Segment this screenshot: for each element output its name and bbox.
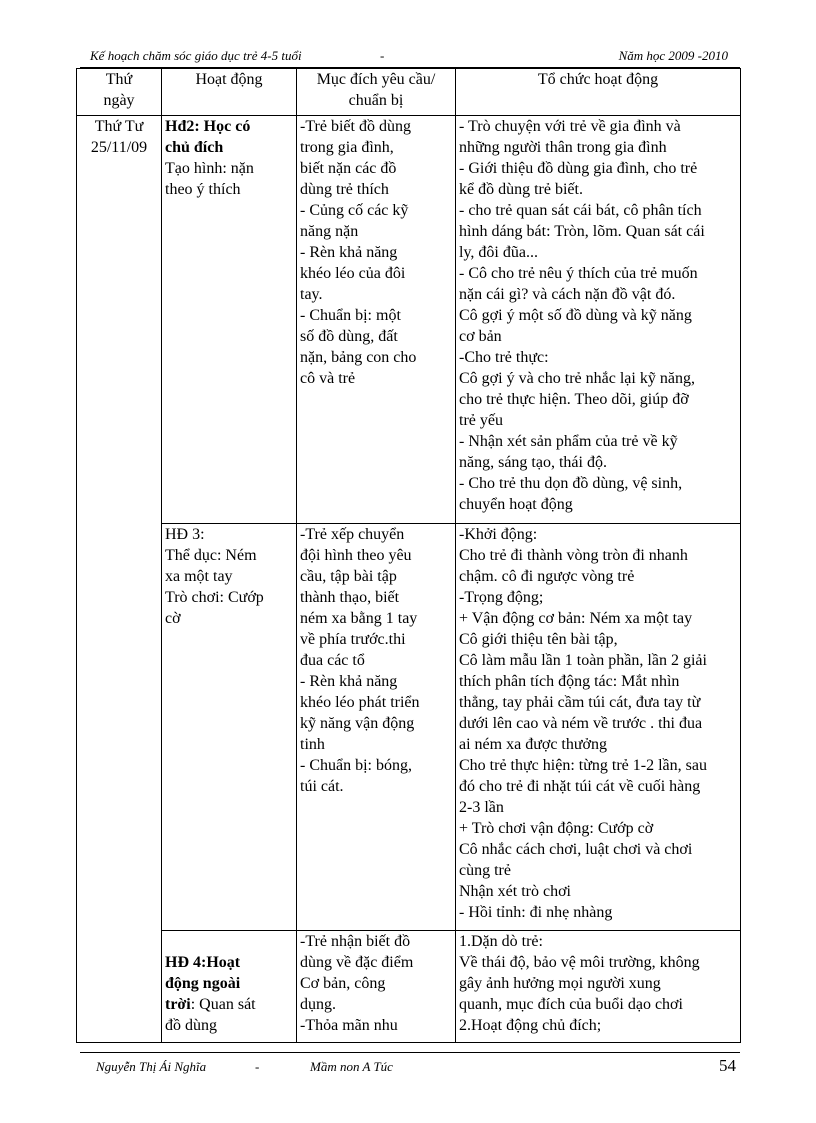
page-number: 54 (719, 1056, 736, 1075)
header-title: Kế hoạch chăm sóc giáo dục trẻ 4-5 tuổi (90, 48, 302, 63)
table-row (77, 524, 741, 931)
header-separator: - (380, 48, 385, 63)
header-school-year: Năm học 2009 -2010 (618, 48, 728, 63)
table-row (77, 931, 741, 1043)
day-cell (77, 116, 162, 1043)
table-header-row (77, 69, 741, 116)
footer-school: Mầm non A Túc (310, 1059, 393, 1074)
page-header (80, 47, 740, 68)
purpose-cell: -Trẻ xếp chuyển đội hình theo yêu cầu, tập bài tập thành thạo, biết ném xa bằng 1 tay về phía trước.thi đua các tổ - Rèn khả năng khéo léo phát triển kỹ năng vận động tinh - Chuẩn bị: bóng, túi cát. (297, 524, 456, 931)
purpose-cell: -Trẻ nhận biết đồ dùng về đặc điểm Cơ bản, công dụng. -Thỏa mãn nhu (297, 931, 456, 1043)
organization-cell: -Khởi động: Cho trẻ đi thành vòng tròn đi nhanh chậm. cô đi ngược vòng trẻ -Trọng động; + Vận động cơ bản: Ném xa một tay Cô giới thiệu tên bài tập, Cô làm mẫu lần 1 toàn phần, lần 2 giải thích phân tích động tác: Mắt nhìn thẳng, tay phải cầm túi cát, đưa tay từ dưới lên cao và ném về trước . thi đua ai ném xa được thưởng Cho trẻ thực hiện: từng trẻ 1-2 lần, sau đó cho trẻ đi nhặt túi cát về cuối hàng 2-3 lần + Trò chơi vận động: Cướp cờ Cô nhắc cách chơi, luật chơi và chơi cùng trẻ Nhận xét trò chơi - Hồi tỉnh: đi nhẹ nhàng (456, 524, 741, 931)
table-row (77, 116, 741, 524)
activity-cell: HĐ 3: Thể dục: Ném xa một tay Trò chơi: Cướp cờ (162, 524, 297, 931)
activity-cell: Hđ2: Học có chủ đích Tạo hình: nặn theo ý thích (162, 116, 297, 524)
column-header-activity: Hoạt động (162, 69, 297, 116)
column-header-day: Thứ ngày (77, 69, 162, 116)
column-header-purpose: Mục đích yêu cầu/ chuẩn bị (297, 69, 456, 116)
organization-cell: 1.Dặn dò trẻ: Về thái độ, bảo vệ môi trường, không gây ảnh hưởng mọi người xung quanh, mục đích của buổi dạo chơi 2.Hoạt động chủ đích; (456, 931, 741, 1043)
purpose-cell: -Trẻ biết đồ dùng trong gia đình, biết nặn các đồ dùng trẻ thích - Củng cố các kỹ năng nặn - Rèn khả năng khéo léo của đôi tay. - Chuẩn bị: một số đồ dùng, đất nặn, bảng con cho cô và trẻ (297, 116, 456, 524)
column-header-organization: Tổ chức hoạt động (456, 69, 741, 116)
day-name: Thứ Tư (94, 118, 144, 135)
page-footer (80, 1052, 740, 1083)
day-date: 25/11/09 (90, 139, 148, 156)
activity-cell: HĐ 4:Hoạt động ngoài trời: Quan sát đồ dùng (162, 931, 297, 1043)
footer-author: Nguyễn Thị Ái Nghĩa (96, 1059, 207, 1074)
lesson-plan-table (76, 68, 741, 1043)
organization-cell: - Trò chuyện với trẻ về gia đình và những người thân trong gia đình - Giới thiệu đồ dùng gia đình, cho trẻ kể đồ dùng trẻ biết. - cho trẻ quan sát cái bát, cô phân tích hình dáng bát: Tròn, lõm. Quan sát cái ly, đôi đũa... - Cô cho trẻ nêu ý thích của trẻ muốn nặn cái gì? và cách nặn đồ vật đó. Cô gợi ý một số đồ dùng và kỹ năng cơ bản -Cho trẻ thực: Cô gợi ý và cho trẻ nhắc lại kỹ năng, cho trẻ thực hiện. Theo dõi, giúp đỡ trẻ yếu - Nhận xét sản phẩm của trẻ về kỹ năng, sáng tạo, thái độ. - Cho trẻ thu dọn đồ dùng, vệ sinh, chuyển hoạt động (456, 116, 741, 524)
footer-separator: - (255, 1059, 260, 1074)
